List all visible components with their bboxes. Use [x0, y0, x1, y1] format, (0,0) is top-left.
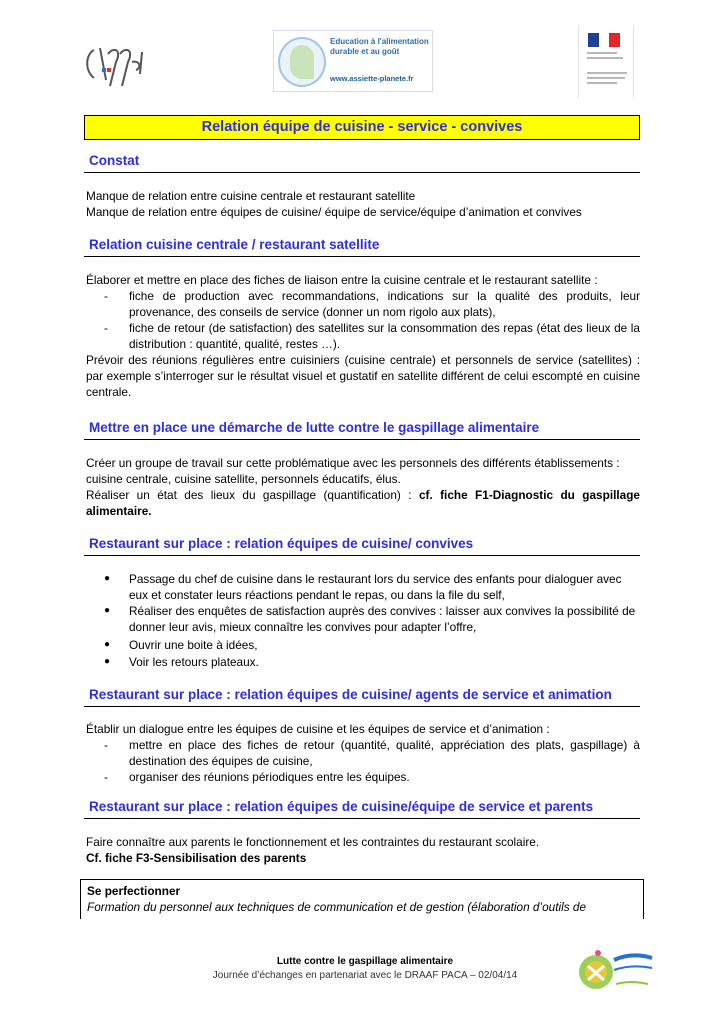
parents-fiche-ref: Cf. fiche F3-Sensibilisation des parents	[86, 851, 307, 865]
list-item: - fiche de production avec recommandations, indications sur la qualité des produits, leur provenance, des conseils de service (donner un nom rigolo aux plats),	[104, 289, 640, 319]
heading-constat: Constat	[84, 152, 640, 173]
lutte-paragraph-1: Créer un groupe de travail sur cette problématique avec les personnels des différents établissements : cuisine centrale, cuisine satellite, personnels éducatifs, élus.	[86, 456, 620, 486]
convives-item-2: Réaliser des enquêtes de satisfaction auprès des convives : laisser aux convives la possibilité de donner leur avis, mieux connaître les convives pour adapter l’offre,	[129, 604, 636, 634]
footer-line-1: Lutte contre le gaspillage alimentaire	[276, 956, 454, 967]
page-title: Relation équipe de cuisine - service - convives	[201, 119, 523, 135]
bullet-icon: ●	[104, 639, 111, 650]
relation-outro: Prévoir des réunions régulières entre cuisiniers (cuisine centrale) et personnels de service (satellites) : par exemple s’interroger sur le résultat visuel et gustatif en satellite différent de celui escompté en cuisine centrale.	[86, 353, 640, 399]
relation-intro: Élaborer et mettre en place des fiches de liaison entre la cuisine centrale et le restaurant satellite :	[86, 273, 598, 287]
list-item	[86, 637, 640, 653]
list-item: - fiche de retour (de satisfaction) des satellites sur la consommation des repas (état des lieux de la distribution : quantité, qualité, restes …).	[104, 321, 640, 351]
relation-item-2: fiche de retour (de satisfaction) des satellites sur la consommation des repas (état des lieux de la distribution : quantité, qualité, restes …).	[129, 321, 640, 351]
lutte-paragraph-2	[86, 487, 640, 519]
list-item	[86, 654, 640, 670]
list-item	[86, 571, 640, 603]
list-item	[86, 603, 640, 635]
perfectionner-text: Formation du personnel aux techniques de communication et de gestion (élaboration d’outils de	[87, 900, 587, 914]
french-flag-icon	[588, 33, 620, 47]
convives-item-1: Passage du chef de cuisine dans le restaurant lors du service des enfants pour dialoguer avec eux et constater leurs réactions pendant le repas, ou dans la file du self,	[129, 572, 622, 602]
constat-line-2: Manque de relation entre équipes de cuisine/ équipe de service/équipe d’animation et convives	[86, 205, 582, 219]
edu-logo-title: Education à l'alimentation durable et au goût	[330, 37, 429, 56]
lutte-fiche-ref: cf. fiche F1-Diagnostic du gaspillage alimentaire.	[86, 488, 640, 518]
assiette-planete-logo	[273, 30, 433, 92]
bullet-icon: ●	[104, 656, 111, 667]
heading-convives: Restaurant sur place : relation équipes de cuisine/ convives	[84, 535, 640, 556]
heading-lutte-gaspillage: Mettre en place une démarche de lutte contre le gaspillage alimentaire	[84, 419, 640, 440]
parents-paragraph: Faire connaître aux parents le fonctionnement et les contraintes du restaurant scolaire.	[86, 835, 540, 849]
heading-parents: Restaurant sur place : relation équipes de cuisine/équipe de service et parents	[84, 798, 640, 819]
relation-item-1: fiche de production avec recommandations, indications sur la qualité des produits, leur provenance, des conseils de service (donner un nom rigolo aux plats),	[129, 289, 640, 319]
prefecture-logo	[578, 26, 634, 98]
page-footer	[180, 955, 550, 983]
perfectionner-box	[80, 879, 644, 919]
bullet-icon: ●	[104, 573, 111, 584]
convives-item-3: Ouvrir une boite à idées,	[129, 638, 258, 652]
heading-agents-service: Restaurant sur place : relation équipes de cuisine/ agents de service et animation	[84, 686, 640, 707]
list-item: - mettre en place des fiches de retour (quantité, qualité, appréciation des plats, gaspillage) à destination des équipes de cuisine,	[104, 738, 640, 768]
leaf-icon	[290, 45, 314, 79]
bullet-icon: ●	[104, 605, 111, 616]
heading-relation-cuisine: Relation cuisine centrale / restaurant satellite	[84, 236, 640, 257]
footer-line-2: Journée d’échanges en partenariat avec le DRAAF PACA – 02/04/14	[212, 970, 518, 981]
agents-intro: Établir un dialogue entre les équipes de cuisine et les équipes de service et d’animation :	[86, 722, 550, 736]
cfppa-logo	[80, 40, 155, 90]
lutte-p2-text: Réaliser un état des lieux du gaspillage (quantification) :	[86, 488, 419, 502]
bien-manger-logo	[576, 948, 656, 994]
agents-item-2: organiser des réunions périodiques entre les équipes.	[129, 770, 410, 784]
constat-line-1: Manque de relation entre cuisine centrale et restaurant satellite	[86, 189, 416, 203]
edu-logo-url: www.assiette-planete.fr	[330, 74, 414, 83]
list-item: - organiser des réunions périodiques entre les équipes.	[86, 769, 640, 785]
agents-item-1: mettre en place des fiches de retour (quantité, qualité, appréciation des plats, gaspillage) à destination des équipes de cuisine,	[129, 738, 640, 768]
convives-item-4: Voir les retours plateaux.	[129, 655, 259, 669]
perfectionner-title: Se perfectionner	[87, 884, 181, 898]
page-title-box	[84, 115, 640, 140]
